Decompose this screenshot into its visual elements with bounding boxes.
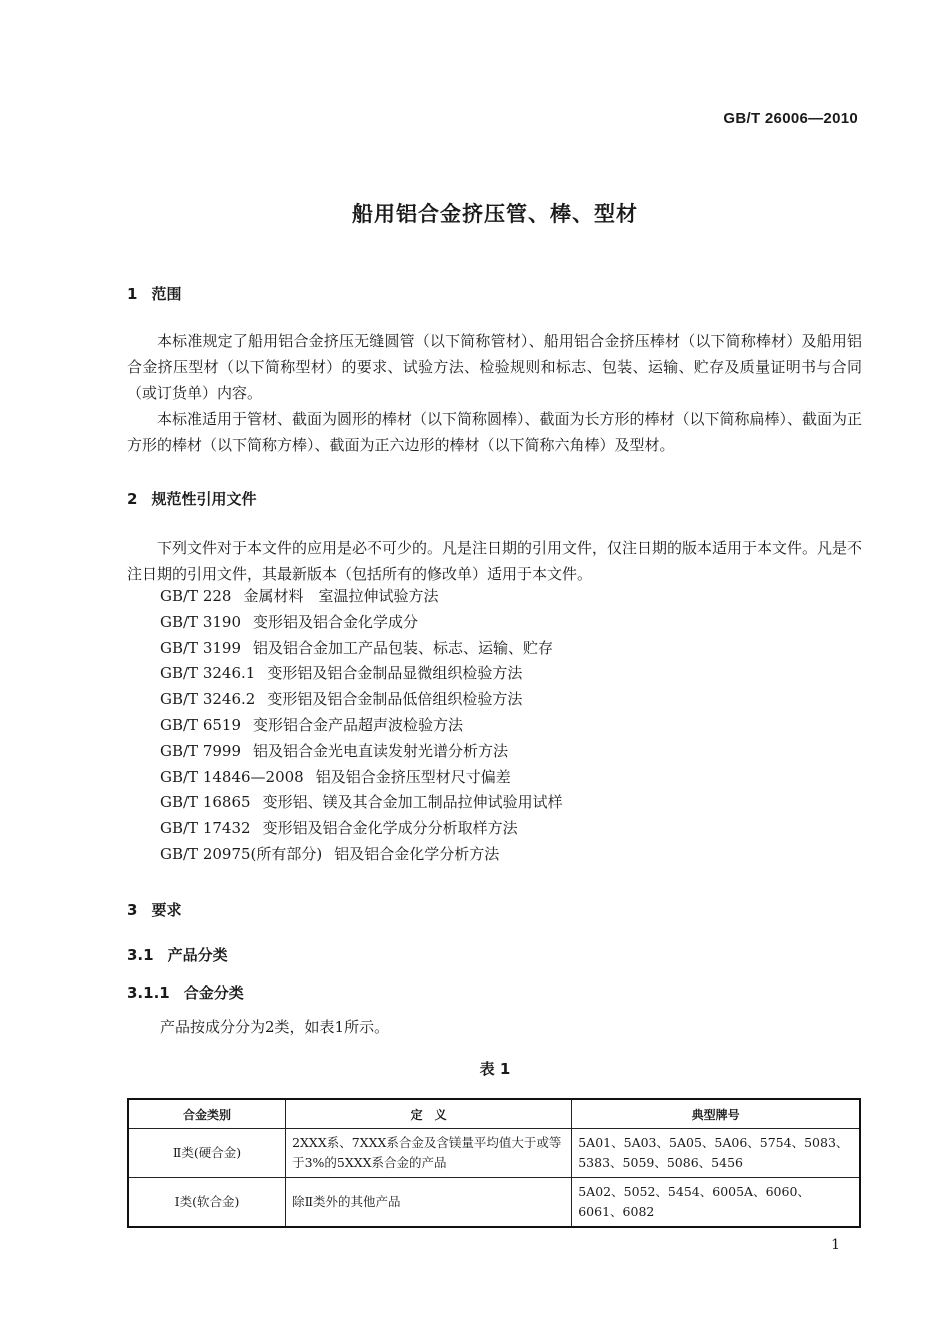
reference-code: GB/T 20975(所有部分) (160, 844, 323, 863)
section-2-intro (127, 535, 862, 587)
reference-item (160, 842, 563, 868)
reference-item (160, 765, 563, 791)
grades-cell: 5A01、5A03、5A05、5A06、5754、5083、5383、5059、5086、5456 (572, 1129, 860, 1178)
reference-code: GB/T 7999 (160, 741, 242, 760)
table-row (128, 1178, 860, 1228)
reference-title: 铝及铝合金挤压型材尺寸偏差 (315, 767, 511, 786)
definition-cell: 2XXX系、7XXX系合金及含镁量平均值大于或等于3%的5XXX系合金的产品 (286, 1129, 572, 1178)
reference-title: 铝及铝合金化学分析方法 (334, 844, 500, 863)
reference-item (160, 816, 563, 842)
section-2-heading (127, 488, 256, 509)
section-1-body (127, 328, 862, 458)
reference-item (160, 636, 563, 662)
reference-code: GB/T 3199 (160, 638, 242, 657)
reference-code: GB/T 6519 (160, 715, 242, 734)
table-header-row (128, 1099, 860, 1129)
column-header: 典型牌号 (572, 1099, 860, 1129)
section-number: 3.1.1 (127, 984, 170, 1002)
grades-cell: 5A02、5052、5454、6005A、6060、6061、6082 (572, 1178, 860, 1228)
reference-title: 变形铝及铝合金制品显微组织检验方法 (267, 664, 523, 683)
reference-title: 铝及铝合金加工产品包装、标志、运输、贮存 (253, 638, 554, 657)
reference-list (160, 584, 563, 868)
section-1-heading (127, 283, 181, 304)
alloy-classification-table (127, 1098, 861, 1228)
reference-code: GB/T 228 (160, 587, 232, 605)
section-title: 范围 (151, 285, 182, 303)
definition-cell: 除Ⅱ类外的其他产品 (286, 1178, 572, 1228)
section-3-1-1-heading (127, 982, 244, 1003)
reference-item (160, 661, 563, 687)
reference-code: GB/T 14846—2008 (160, 767, 304, 786)
reference-title: 变形铝、镁及其合金加工制品拉伸试验用试样 (262, 793, 563, 812)
column-header: 定 义 (286, 1099, 572, 1129)
reference-item (160, 713, 563, 739)
alloy-category-cell: Ⅰ类(软合金) (128, 1178, 286, 1228)
alloy-category-cell: Ⅱ类(硬合金) (128, 1129, 286, 1178)
section-3-heading (127, 899, 181, 920)
section-number: 1 (127, 285, 138, 303)
page-number: 1 (831, 1237, 840, 1253)
reference-item (160, 687, 563, 713)
reference-code: GB/T 3246.2 (160, 690, 256, 709)
section-title: 合金分类 (183, 984, 244, 1002)
document-title: 船用铝合金挤压管、棒、型材 (352, 202, 638, 226)
reference-title: 变形铝合金产品超声波检验方法 (253, 715, 464, 734)
reference-item (160, 610, 563, 636)
reference-code: GB/T 3190 (160, 612, 242, 631)
reference-title: 变形铝及铝合金制品低倍组织检验方法 (267, 690, 523, 709)
section-3-1-heading (127, 944, 228, 965)
table-row (128, 1129, 860, 1178)
reference-code: GB/T 16865 (160, 793, 251, 812)
paragraph: 下列文件对于本文件的应用是必不可少的。凡是注日期的引用文件，仅注日期的版本适用于本文件。凡是不注日期的引用文件，其最新版本（包括所有的修改单）适用于本文件。 (127, 539, 863, 583)
paragraph: 本标准适用于管材、截面为圆形的棒材（以下简称圆棒）、截面为长方形的棒材（以下简称扁棒）、截面为正方形的棒材（以下简称方棒）、截面为正六边形的棒材（以下简称六角棒）及型材。 (127, 410, 863, 454)
section-title: 规范性引用文件 (151, 490, 257, 508)
section-3-1-1-text: 产品按成分分为2类，如表1所示。 (160, 1018, 390, 1036)
table-caption: 表 1 (479, 1060, 511, 1078)
standard-number: GB/T 26006—2010 (723, 110, 858, 127)
column-header: 合金类别 (128, 1099, 286, 1129)
reference-title: 变形铝及铝合金化学成分分析取样方法 (262, 819, 518, 838)
reference-code: GB/T 17432 (160, 819, 251, 838)
reference-title: 铝及铝合金光电直读发射光谱分析方法 (253, 741, 509, 760)
section-number: 2 (127, 490, 138, 508)
section-number: 3.1 (127, 946, 154, 964)
reference-title: 金属材料 室温拉伸试验方法 (243, 587, 439, 605)
reference-item (160, 739, 563, 765)
reference-item (160, 584, 563, 610)
reference-code: GB/T 3246.1 (160, 664, 256, 683)
section-title: 要求 (151, 901, 182, 919)
reference-title: 变形铝及铝合金化学成分 (253, 612, 419, 631)
paragraph: 本标准规定了船用铝合金挤压无缝圆管（以下简称管材）、船用铝合金挤压棒材（以下简称棒材）及船用铝合金挤压型材（以下简称型材）的要求、试验方法、检验规则和标志、包装、运输、贮存及质量证明书与合同（或订货单）内容。 (127, 332, 862, 402)
reference-item (160, 790, 563, 816)
section-number: 3 (127, 901, 138, 919)
section-title: 产品分类 (167, 946, 228, 964)
